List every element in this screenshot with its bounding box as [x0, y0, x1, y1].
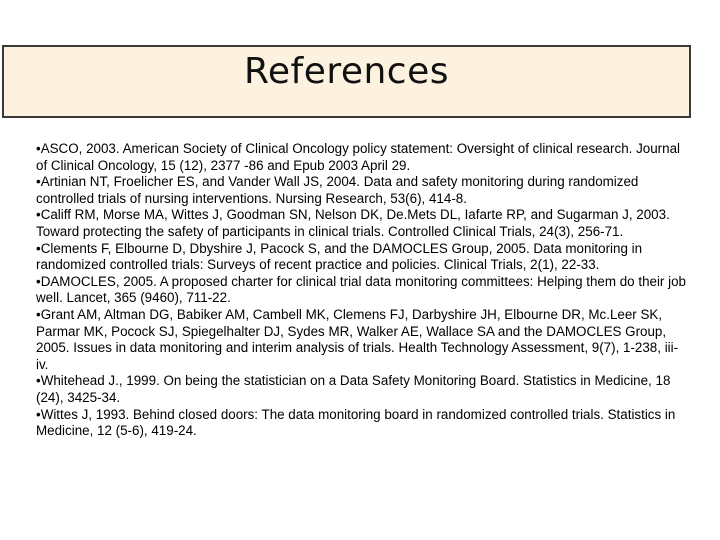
- reference-list: [36, 141, 686, 440]
- reference-item: •Wittes J, 1993. Behind closed doors: The data monitoring board in randomized controlled trials. Statistics in Medicine, 12 (5-6), 419-24.: [36, 406, 676, 439]
- reference-item: •Grant AM, Altman DG, Babiker AM, Cambell MK, Clemens FJ, Darbyshire JH, Elbourne DR, Mc.Leer SK, Parmar MK, Pocock SJ, Spiegelhalter DJ, Sydes MR, Walker AE, Wallace SA and the DAMOCLES Group, 2005. Issues in data monitoring and interim analysis of trials. Health Technology Assessment, 9(7), 1-238, iii-iv.: [36, 306, 679, 372]
- title-box: [2, 45, 691, 118]
- reference-item: •Clements F, Elbourne D, Dbyshire J, Pacock S, and the DAMOCLES Group, 2005. Data monitoring in randomized controlled trials: Surveys of recent practice and policies. Clinical Trials, 2(1), 22-33.: [36, 240, 643, 273]
- slide-title: References: [243, 51, 450, 92]
- reference-item: •Califf RM, Morse MA, Wittes J, Goodman SN, Nelson DK, De.Mets DL, Iafarte RP, and Sugarman J, 2003. Toward protecting the safety of participants in clinical trials. Controlled Clinical Trials, 24(3), 256-71.: [36, 207, 670, 239]
- reference-item: •Whitehead J., 1999. On being the statistician on a Data Safety Monitoring Board. Statistics in Medicine, 18 (24), 3425-34.: [36, 373, 671, 405]
- reference-item: •Artinian NT, Froelicher ES, and Vander Wall JS, 2004. Data and safety monitoring during randomized controlled trials of nursing interventions. Nursing Research, 53(6), 414-8.: [36, 174, 639, 206]
- reference-item: •ASCO, 2003. American Society of Clinical Oncology policy statement: Oversight of clinical research. Journal of Clinical Oncology, 15 (12), 2377 -86 and Epub 2003 April 29.: [36, 141, 681, 173]
- reference-item: •DAMOCLES, 2005. A proposed charter for clinical trial data monitoring committees: Helping them do their job well. Lancet, 365 (9460), 711-22.: [36, 273, 686, 306]
